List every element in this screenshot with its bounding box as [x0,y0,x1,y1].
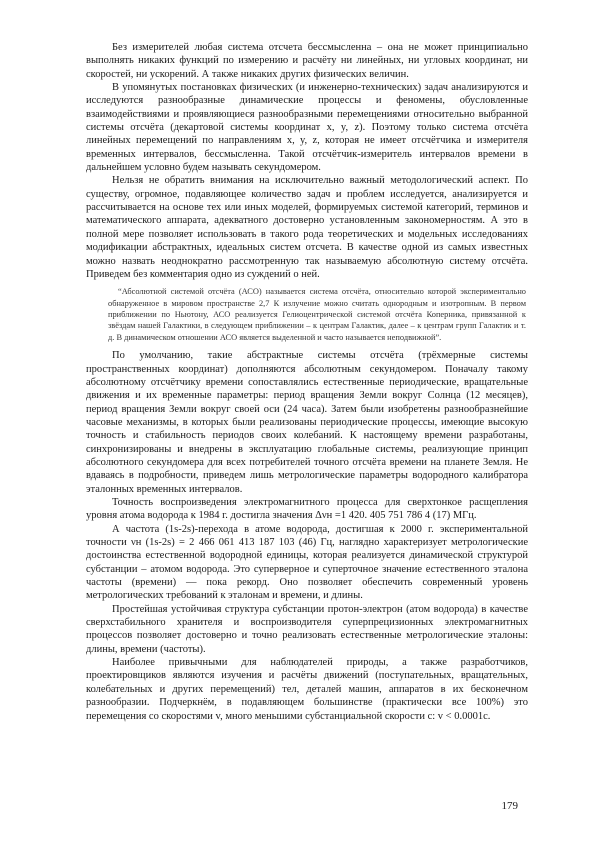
paragraph-2: В упомянутых постановках физических (и инженерно-технических) задач анализируются и исследуются разнообразные динамические процессы и феномены, обусловленные взаимодействиями и проявляющиеся разнообразными перемещениями относительно выбранной системы отсчёта (декартовой системы координат x, y, z). Поэтому только система отсчёта линейных перемещений по направлениям x, y, z, которая не имеет отсчётчика и измерителя временных интервалов, бессмысленна. Такой отсчётчик-измеритель интервалов времени в дальнейшем условно будем называть секундомером. [86,82,528,174]
paragraph-1: Без измерителей любая система отсчета бессмысленна – она не может принципиально выполнять никаких функций по измерению и расчёту ни линейных, ни угловых координат, ни скоростей, ни ускорений. А также никаких других физических величин. [86,42,528,80]
paragraph-3: Нельзя не обратить внимания на исключительно важный методологический аспект. По существу, огромное, подавляющее количество задач и проблем исследуется, анализируется и рассчитывается на основе тех или иных моделей, формируемых системой категорий, терминов и математического аппарата, адекватного достоверно установленным закономерностям. А это в полной мере позволяет использовать в такого рода теоретических и модельных исследованиях модификации абстрактных, идеальных систем отсчета. В качестве одной из самых известных можно назвать неоднократно рассмотренную так называемую абсолютную систему отсчёта. Приведем без комментария одно из суждений о ней. [86,175,528,280]
paragraph-8: Наиболее привычными для наблюдателей природы, а также разработчиков, проектировщиков являются изучения и расчёты движений (поступательных, вращательных, колебательных и других перемещений) тел, деталей машин, аппаратов в их бесконечном разнообразии. Подчеркнём, в подавляющем большинстве (практически все 100%) это перемещения со скоростями v, много меньшими субстанциальной скорости c: v < 0.0001c. [86,657,528,722]
page-number: 179 [501,800,518,812]
paragraph-5: Точность воспроизведения электромагнитного процесса для сверхтонкое расщепления уровня атома водорода к 1984 г. достигла значения Δνн =1 420. 405 751 786 4 (17) МГц. [86,497,528,522]
paragraph-6: А частота (1s-2s)-перехода в атоме водорода, достигшая к 2000 г. экспериментальной точности νн (1s-2s) = 2 466 061 413 187 103 (46) Гц, наглядно характеризует метрологические достоинства естественной водородной единицы, которая реализуется динамической структурой субстанции – атомом водорода. Это суперверное и суперточное значение естественного эталона частоты (времени) — пока рекорд. Оно позволяет обеспечить современный уровень метрологических требований к эталонам и времени, и длины. [86,523,528,602]
text-column [86,41,528,723]
block-quote: “Абсолютной системой отсчёта (АСО) называется система отсчёта, относительно которой экспериментально обнаруженное в мировом пространстве 2,7 К излучение можно считать однородным и изотропным. В первом приближении по Ньютону, АСО реализуется Гелиоцентрической системой отсчёта Коперника, привязанной к звёздам нашей Галактики, в следующем приближении – к центрам Галактик, далее – к центрам групп Галактик и т. д. В динамическом отношении АСО является выделенной и часто называется неподвижной”. [108,287,526,342]
paragraph-7: Простейшая устойчивая структура субстанции протон-электрон (атом водорода) в качестве сверхстабильного хранителя и воспроизводителя суперпрецизионных электромагнитных процессов позволяет достоверно и точно реализовать естественные метрологические эталоны: длины, времени (частоты). [86,603,528,655]
paragraph-4: По умолчанию, такие абстрактные системы отсчёта (трёхмерные системы пространственных координат) дополняются абсолютным секундомером. Поначалу такому абсолютному отсчётчику времени сопоставлялись естественные периодические, вращательные движения и их временные параметры: период вращения Земли вокруг Солнца (12 месяцев), период вращения Земли вокруг своей оси (24 часа). Затем были изобретены разнообразнейшие часовые механизмы, в которых были реализованы периодические процессы, имеющие высокую точность и стабильность периодов своих колебаний. К настоящему времени разработаны, синхронизированы и внедрены в эксплуатацию глобальные системы, реализующие принцип абсолютного секундомера для всех потребителей точного отсчёта времени на планете Земля. Не вдаваясь в подробности, приведем лишь метрологические параметры водородного калибратора эталонных временных интервалов. [86,350,528,495]
